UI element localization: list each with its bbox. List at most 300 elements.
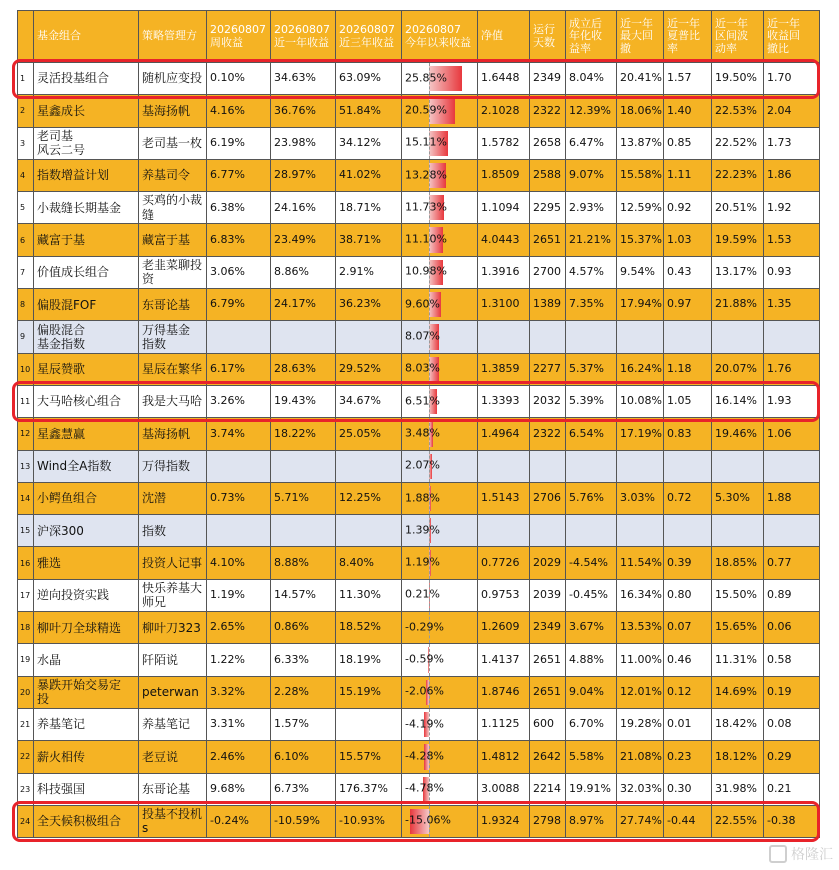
- metric-cell: 8.88%: [271, 547, 336, 579]
- ytd-return-cell: [402, 418, 478, 450]
- metric-cell: 18.85%: [712, 547, 764, 579]
- manager-cell: 星辰在繁华: [139, 353, 207, 385]
- ytd-value-label: 1.88%: [405, 491, 440, 505]
- metric-cell: 23.49%: [271, 224, 336, 256]
- manager-cell: 我是大马哈: [139, 385, 207, 417]
- metric-cell: 2349: [530, 612, 566, 644]
- metric-cell: [617, 321, 664, 353]
- metric-cell: 8.97%: [566, 805, 617, 837]
- metric-cell: 0.01: [664, 708, 712, 740]
- rank-cell: 20: [18, 676, 34, 708]
- metric-cell: 9.54%: [617, 256, 664, 288]
- metric-cell: 63.09%: [336, 63, 402, 95]
- rank-cell: 24: [18, 805, 34, 837]
- metric-cell: [271, 450, 336, 482]
- metric-cell: 1.76: [764, 353, 820, 385]
- manager-cell: 指数: [139, 515, 207, 547]
- metric-cell: [207, 515, 271, 547]
- ytd-return-cell: [402, 95, 478, 127]
- metric-cell: 3.32%: [207, 676, 271, 708]
- fund-ranking-table: [17, 10, 820, 838]
- metric-cell: 1.06: [764, 418, 820, 450]
- metric-cell: [530, 321, 566, 353]
- metric-cell: 23.98%: [271, 127, 336, 159]
- metric-cell: 2706: [530, 482, 566, 514]
- table-row: [18, 95, 820, 127]
- rank-cell: 14: [18, 482, 34, 514]
- table-row: [18, 741, 820, 773]
- metric-cell: 0.10%: [207, 63, 271, 95]
- manager-cell: 投资人记事: [139, 547, 207, 579]
- metric-cell: 15.37%: [617, 224, 664, 256]
- metric-cell: 22.55%: [712, 805, 764, 837]
- watermark-text: 格隆汇: [791, 847, 833, 863]
- fund-name-cell: 逆向投资实践: [34, 579, 139, 611]
- rank-cell: 17: [18, 579, 34, 611]
- metric-cell: -4.54%: [566, 547, 617, 579]
- metric-cell: 0.29: [764, 741, 820, 773]
- metric-cell: 6.38%: [207, 192, 271, 224]
- metric-cell: 27.74%: [617, 805, 664, 837]
- metric-cell: 1.22%: [207, 644, 271, 676]
- metric-cell: 12.25%: [336, 482, 402, 514]
- metric-cell: 15.57%: [336, 741, 402, 773]
- manager-cell: peterwan: [139, 676, 207, 708]
- fund-name-cell: 老司基 风云二号: [34, 127, 139, 159]
- fund-name-cell: 小鳄鱼组合: [34, 482, 139, 514]
- metric-cell: 0.9753: [478, 579, 530, 611]
- metric-cell: 0.7726: [478, 547, 530, 579]
- column-header: 20260807 近一年收益: [271, 11, 336, 63]
- metric-cell: 38.71%: [336, 224, 402, 256]
- metric-cell: 4.16%: [207, 95, 271, 127]
- table-row: [18, 192, 820, 224]
- metric-cell: 2.1028: [478, 95, 530, 127]
- metric-cell: [617, 450, 664, 482]
- metric-cell: 2039: [530, 579, 566, 611]
- metric-cell: [478, 515, 530, 547]
- column-header: 近一年 收益回 撤比: [764, 11, 820, 63]
- rank-cell: 7: [18, 256, 34, 288]
- metric-cell: 2588: [530, 159, 566, 191]
- metric-cell: 14.57%: [271, 579, 336, 611]
- metric-cell: 17.94%: [617, 289, 664, 321]
- metric-cell: 34.63%: [271, 63, 336, 95]
- metric-cell: 2322: [530, 418, 566, 450]
- metric-cell: 0.92: [664, 192, 712, 224]
- metric-cell: 3.03%: [617, 482, 664, 514]
- table-row: [18, 579, 820, 611]
- metric-cell: [712, 321, 764, 353]
- metric-cell: 12.59%: [617, 192, 664, 224]
- metric-cell: 0.07: [664, 612, 712, 644]
- manager-cell: 老豆说: [139, 741, 207, 773]
- metric-cell: 20.51%: [712, 192, 764, 224]
- ytd-value-label: -15.06%: [405, 814, 451, 828]
- metric-cell: 4.0443: [478, 224, 530, 256]
- metric-cell: 21.08%: [617, 741, 664, 773]
- metric-cell: 2032: [530, 385, 566, 417]
- metric-cell: 36.76%: [271, 95, 336, 127]
- metric-cell: [566, 321, 617, 353]
- metric-cell: 9.07%: [566, 159, 617, 191]
- metric-cell: 1.3916: [478, 256, 530, 288]
- metric-cell: 51.84%: [336, 95, 402, 127]
- table-row: [18, 644, 820, 676]
- metric-cell: 1.8509: [478, 159, 530, 191]
- metric-cell: 2658: [530, 127, 566, 159]
- metric-cell: 1.57%: [271, 708, 336, 740]
- rank-cell: 18: [18, 612, 34, 644]
- manager-cell: 快乐养基大 师兄: [139, 579, 207, 611]
- metric-cell: 18.22%: [271, 418, 336, 450]
- metric-cell: 19.46%: [712, 418, 764, 450]
- metric-cell: 5.39%: [566, 385, 617, 417]
- metric-cell: 0.83: [664, 418, 712, 450]
- fund-name-cell: 沪深300: [34, 515, 139, 547]
- fund-name-cell: 暴跌开始交易定 投: [34, 676, 139, 708]
- rank-cell: 22: [18, 741, 34, 773]
- metric-cell: 5.30%: [712, 482, 764, 514]
- metric-cell: 22.23%: [712, 159, 764, 191]
- metric-cell: 19.43%: [271, 385, 336, 417]
- metric-cell: 1.4137: [478, 644, 530, 676]
- manager-cell: 基海扬帆: [139, 418, 207, 450]
- metric-cell: 2.46%: [207, 741, 271, 773]
- ytd-value-label: 8.07%: [405, 329, 440, 343]
- fund-name-cell: 小裁缝长期基金: [34, 192, 139, 224]
- ytd-value-label: 11.10%: [405, 232, 447, 246]
- rank-cell: 15: [18, 515, 34, 547]
- rank-cell: 12: [18, 418, 34, 450]
- metric-cell: 11.30%: [336, 579, 402, 611]
- ytd-return-cell: [402, 515, 478, 547]
- metric-cell: -0.24%: [207, 805, 271, 837]
- metric-cell: [530, 515, 566, 547]
- table-row: [18, 676, 820, 708]
- metric-cell: -10.93%: [336, 805, 402, 837]
- metric-cell: 19.28%: [617, 708, 664, 740]
- metric-cell: 2322: [530, 95, 566, 127]
- metric-cell: [336, 515, 402, 547]
- manager-cell: 老司基一枚: [139, 127, 207, 159]
- ytd-return-cell: [402, 159, 478, 191]
- metric-cell: 0.86%: [271, 612, 336, 644]
- watermark: [769, 844, 833, 864]
- metric-cell: 1.40: [664, 95, 712, 127]
- metric-cell: 4.57%: [566, 256, 617, 288]
- fund-name-cell: 星辰赞歌: [34, 353, 139, 385]
- metric-cell: 2700: [530, 256, 566, 288]
- fund-name-cell: 星鑫慧赢: [34, 418, 139, 450]
- metric-cell: 17.19%: [617, 418, 664, 450]
- metric-cell: 15.19%: [336, 676, 402, 708]
- metric-cell: -0.45%: [566, 579, 617, 611]
- metric-cell: [712, 450, 764, 482]
- metric-cell: 2.28%: [271, 676, 336, 708]
- fund-name-cell: 藏富于基: [34, 224, 139, 256]
- metric-cell: 4.10%: [207, 547, 271, 579]
- column-header: 20260807 今年以来收益: [402, 11, 478, 63]
- metric-cell: 24.16%: [271, 192, 336, 224]
- column-header: 净值: [478, 11, 530, 63]
- table-row: [18, 612, 820, 644]
- metric-cell: 1389: [530, 289, 566, 321]
- metric-cell: [712, 515, 764, 547]
- metric-cell: 6.73%: [271, 773, 336, 805]
- ytd-value-label: 1.19%: [405, 555, 440, 569]
- fund-name-cell: 大马哈核心组合: [34, 385, 139, 417]
- ytd-value-label: 3.48%: [405, 426, 440, 440]
- table-row: [18, 385, 820, 417]
- ytd-value-label: 11.73%: [405, 200, 447, 214]
- metric-cell: 6.77%: [207, 159, 271, 191]
- metric-cell: 1.4964: [478, 418, 530, 450]
- metric-cell: 0.30: [664, 773, 712, 805]
- metric-cell: [617, 515, 664, 547]
- column-header: 近一年 最大回 撤: [617, 11, 664, 63]
- metric-cell: 0.08: [764, 708, 820, 740]
- metric-cell: -0.38: [764, 805, 820, 837]
- metric-cell: 18.42%: [712, 708, 764, 740]
- ytd-value-label: -4.28%: [405, 749, 444, 763]
- table-row: [18, 708, 820, 740]
- ytd-value-label: 2.07%: [405, 458, 440, 472]
- ytd-value-label: -2.06%: [405, 684, 444, 698]
- ytd-return-cell: [402, 547, 478, 579]
- metric-cell: 1.73: [764, 127, 820, 159]
- ytd-value-label: -0.29%: [405, 620, 444, 634]
- metric-cell: 11.31%: [712, 644, 764, 676]
- manager-cell: 东哥论基: [139, 289, 207, 321]
- manager-cell: 柳叶刀323: [139, 612, 207, 644]
- metric-cell: 2295: [530, 192, 566, 224]
- metric-cell: 11.54%: [617, 547, 664, 579]
- watermark-logo-icon: [769, 845, 787, 863]
- fund-name-cell: 水晶: [34, 644, 139, 676]
- ytd-value-label: 8.03%: [405, 361, 440, 375]
- metric-cell: 3.31%: [207, 708, 271, 740]
- metric-cell: 0.06: [764, 612, 820, 644]
- rank-cell: 4: [18, 159, 34, 191]
- table-row: [18, 450, 820, 482]
- rank-cell: 3: [18, 127, 34, 159]
- metric-cell: 0.12: [664, 676, 712, 708]
- metric-cell: 0.23: [664, 741, 712, 773]
- table-row: [18, 773, 820, 805]
- metric-cell: 1.8746: [478, 676, 530, 708]
- table-header-row: [18, 11, 820, 63]
- metric-cell: 2.93%: [566, 192, 617, 224]
- metric-cell: -0.44: [664, 805, 712, 837]
- manager-cell: 沈潜: [139, 482, 207, 514]
- metric-cell: 1.92: [764, 192, 820, 224]
- manager-cell: 买鸡的小裁 缝: [139, 192, 207, 224]
- metric-cell: 19.50%: [712, 63, 764, 95]
- ytd-return-cell: [402, 63, 478, 95]
- ytd-value-label: -4.78%: [405, 781, 444, 795]
- column-header: 近一年 夏普比 率: [664, 11, 712, 63]
- metric-cell: 0.39: [664, 547, 712, 579]
- metric-cell: 0.72: [664, 482, 712, 514]
- metric-cell: 1.93: [764, 385, 820, 417]
- metric-cell: 10.08%: [617, 385, 664, 417]
- metric-cell: 5.71%: [271, 482, 336, 514]
- ytd-return-cell: [402, 353, 478, 385]
- metric-cell: [336, 321, 402, 353]
- metric-cell: 1.3859: [478, 353, 530, 385]
- metric-cell: 2.65%: [207, 612, 271, 644]
- metric-cell: 20.07%: [712, 353, 764, 385]
- fund-name-cell: 指数增益计划: [34, 159, 139, 191]
- metric-cell: 18.12%: [712, 741, 764, 773]
- table-row: [18, 321, 820, 353]
- table-row: [18, 159, 820, 191]
- metric-cell: 5.76%: [566, 482, 617, 514]
- metric-cell: 11.00%: [617, 644, 664, 676]
- fund-name-cell: 价值成长组合: [34, 256, 139, 288]
- ytd-return-cell: [402, 192, 478, 224]
- ytd-return-cell: [402, 127, 478, 159]
- metric-cell: 32.03%: [617, 773, 664, 805]
- metric-cell: 600: [530, 708, 566, 740]
- ytd-value-label: 20.59%: [405, 103, 447, 117]
- metric-cell: 0.21: [764, 773, 820, 805]
- metric-cell: 1.11: [664, 159, 712, 191]
- metric-cell: 20.41%: [617, 63, 664, 95]
- metric-cell: [664, 515, 712, 547]
- metric-cell: 1.3393: [478, 385, 530, 417]
- metric-cell: 19.59%: [712, 224, 764, 256]
- metric-cell: 8.86%: [271, 256, 336, 288]
- table-row: [18, 353, 820, 385]
- metric-cell: 3.74%: [207, 418, 271, 450]
- manager-cell: 养基司令: [139, 159, 207, 191]
- metric-cell: 1.9324: [478, 805, 530, 837]
- metric-cell: 19.91%: [566, 773, 617, 805]
- fund-name-cell: 星鑫成长: [34, 95, 139, 127]
- ytd-return-cell: [402, 676, 478, 708]
- ytd-value-label: 9.60%: [405, 297, 440, 311]
- rank-cell: 8: [18, 289, 34, 321]
- metric-cell: 18.71%: [336, 192, 402, 224]
- ytd-return-cell: [402, 224, 478, 256]
- metric-cell: 31.98%: [712, 773, 764, 805]
- metric-cell: 18.19%: [336, 644, 402, 676]
- manager-cell: 东哥论基: [139, 773, 207, 805]
- ytd-return-cell: [402, 385, 478, 417]
- metric-cell: 2651: [530, 676, 566, 708]
- metric-cell: 2029: [530, 547, 566, 579]
- ytd-return-cell: [402, 579, 478, 611]
- ytd-return-cell: [402, 644, 478, 676]
- metric-cell: 22.52%: [712, 127, 764, 159]
- fund-name-cell: 雅选: [34, 547, 139, 579]
- fund-name-cell: 灵活投基组合: [34, 63, 139, 95]
- metric-cell: 13.87%: [617, 127, 664, 159]
- ytd-return-cell: [402, 482, 478, 514]
- table-row: [18, 256, 820, 288]
- metric-cell: 2798: [530, 805, 566, 837]
- table-row: [18, 418, 820, 450]
- metric-cell: 1.18: [664, 353, 712, 385]
- metric-cell: 1.19%: [207, 579, 271, 611]
- fund-name-cell: 偏股混合 基金指数: [34, 321, 139, 353]
- metric-cell: [566, 515, 617, 547]
- metric-cell: 0.93: [764, 256, 820, 288]
- metric-cell: 2.04: [764, 95, 820, 127]
- metric-cell: 18.52%: [336, 612, 402, 644]
- metric-cell: 1.5143: [478, 482, 530, 514]
- metric-cell: 12.39%: [566, 95, 617, 127]
- metric-cell: 1.86: [764, 159, 820, 191]
- metric-cell: 28.97%: [271, 159, 336, 191]
- ytd-return-cell: [402, 708, 478, 740]
- column-header: 成立后 年化收 益率: [566, 11, 617, 63]
- table-body: [18, 63, 820, 838]
- manager-cell: 投基不投机 s: [139, 805, 207, 837]
- metric-cell: [271, 515, 336, 547]
- metric-cell: 0.43: [664, 256, 712, 288]
- metric-cell: 6.54%: [566, 418, 617, 450]
- metric-cell: 176.37%: [336, 773, 402, 805]
- metric-cell: 13.17%: [712, 256, 764, 288]
- ytd-return-cell: [402, 321, 478, 353]
- ytd-value-label: -4.19%: [405, 717, 444, 731]
- metric-cell: 2642: [530, 741, 566, 773]
- metric-cell: 9.04%: [566, 676, 617, 708]
- table-row: [18, 482, 820, 514]
- metric-cell: 2651: [530, 224, 566, 256]
- metric-cell: 2.91%: [336, 256, 402, 288]
- column-header: 策略管理方: [139, 11, 207, 63]
- metric-cell: [336, 708, 402, 740]
- fund-name-cell: Wind全A指数: [34, 450, 139, 482]
- table-row: [18, 547, 820, 579]
- rank-cell: 6: [18, 224, 34, 256]
- metric-cell: 28.63%: [271, 353, 336, 385]
- metric-cell: 3.06%: [207, 256, 271, 288]
- metric-cell: 1.1125: [478, 708, 530, 740]
- manager-cell: 随机应变投: [139, 63, 207, 95]
- rank-cell: 19: [18, 644, 34, 676]
- ytd-return-cell: [402, 289, 478, 321]
- metric-cell: 0.89: [764, 579, 820, 611]
- metric-cell: 36.23%: [336, 289, 402, 321]
- table-row: [18, 515, 820, 547]
- metric-cell: 29.52%: [336, 353, 402, 385]
- metric-cell: 25.05%: [336, 418, 402, 450]
- metric-cell: 0.19: [764, 676, 820, 708]
- metric-cell: [530, 450, 566, 482]
- metric-cell: 21.88%: [712, 289, 764, 321]
- metric-cell: 16.14%: [712, 385, 764, 417]
- metric-cell: 0.85: [664, 127, 712, 159]
- metric-cell: 5.58%: [566, 741, 617, 773]
- rank-cell: 23: [18, 773, 34, 805]
- metric-cell: [764, 321, 820, 353]
- metric-cell: 6.17%: [207, 353, 271, 385]
- metric-cell: [207, 450, 271, 482]
- fund-name-cell: 全天候积极组合: [34, 805, 139, 837]
- metric-cell: 0.46: [664, 644, 712, 676]
- metric-cell: [478, 450, 530, 482]
- ytd-return-cell: [402, 805, 478, 837]
- ytd-return-cell: [402, 256, 478, 288]
- metric-cell: 18.06%: [617, 95, 664, 127]
- metric-cell: 41.02%: [336, 159, 402, 191]
- fund-name-cell: 薪火相传: [34, 741, 139, 773]
